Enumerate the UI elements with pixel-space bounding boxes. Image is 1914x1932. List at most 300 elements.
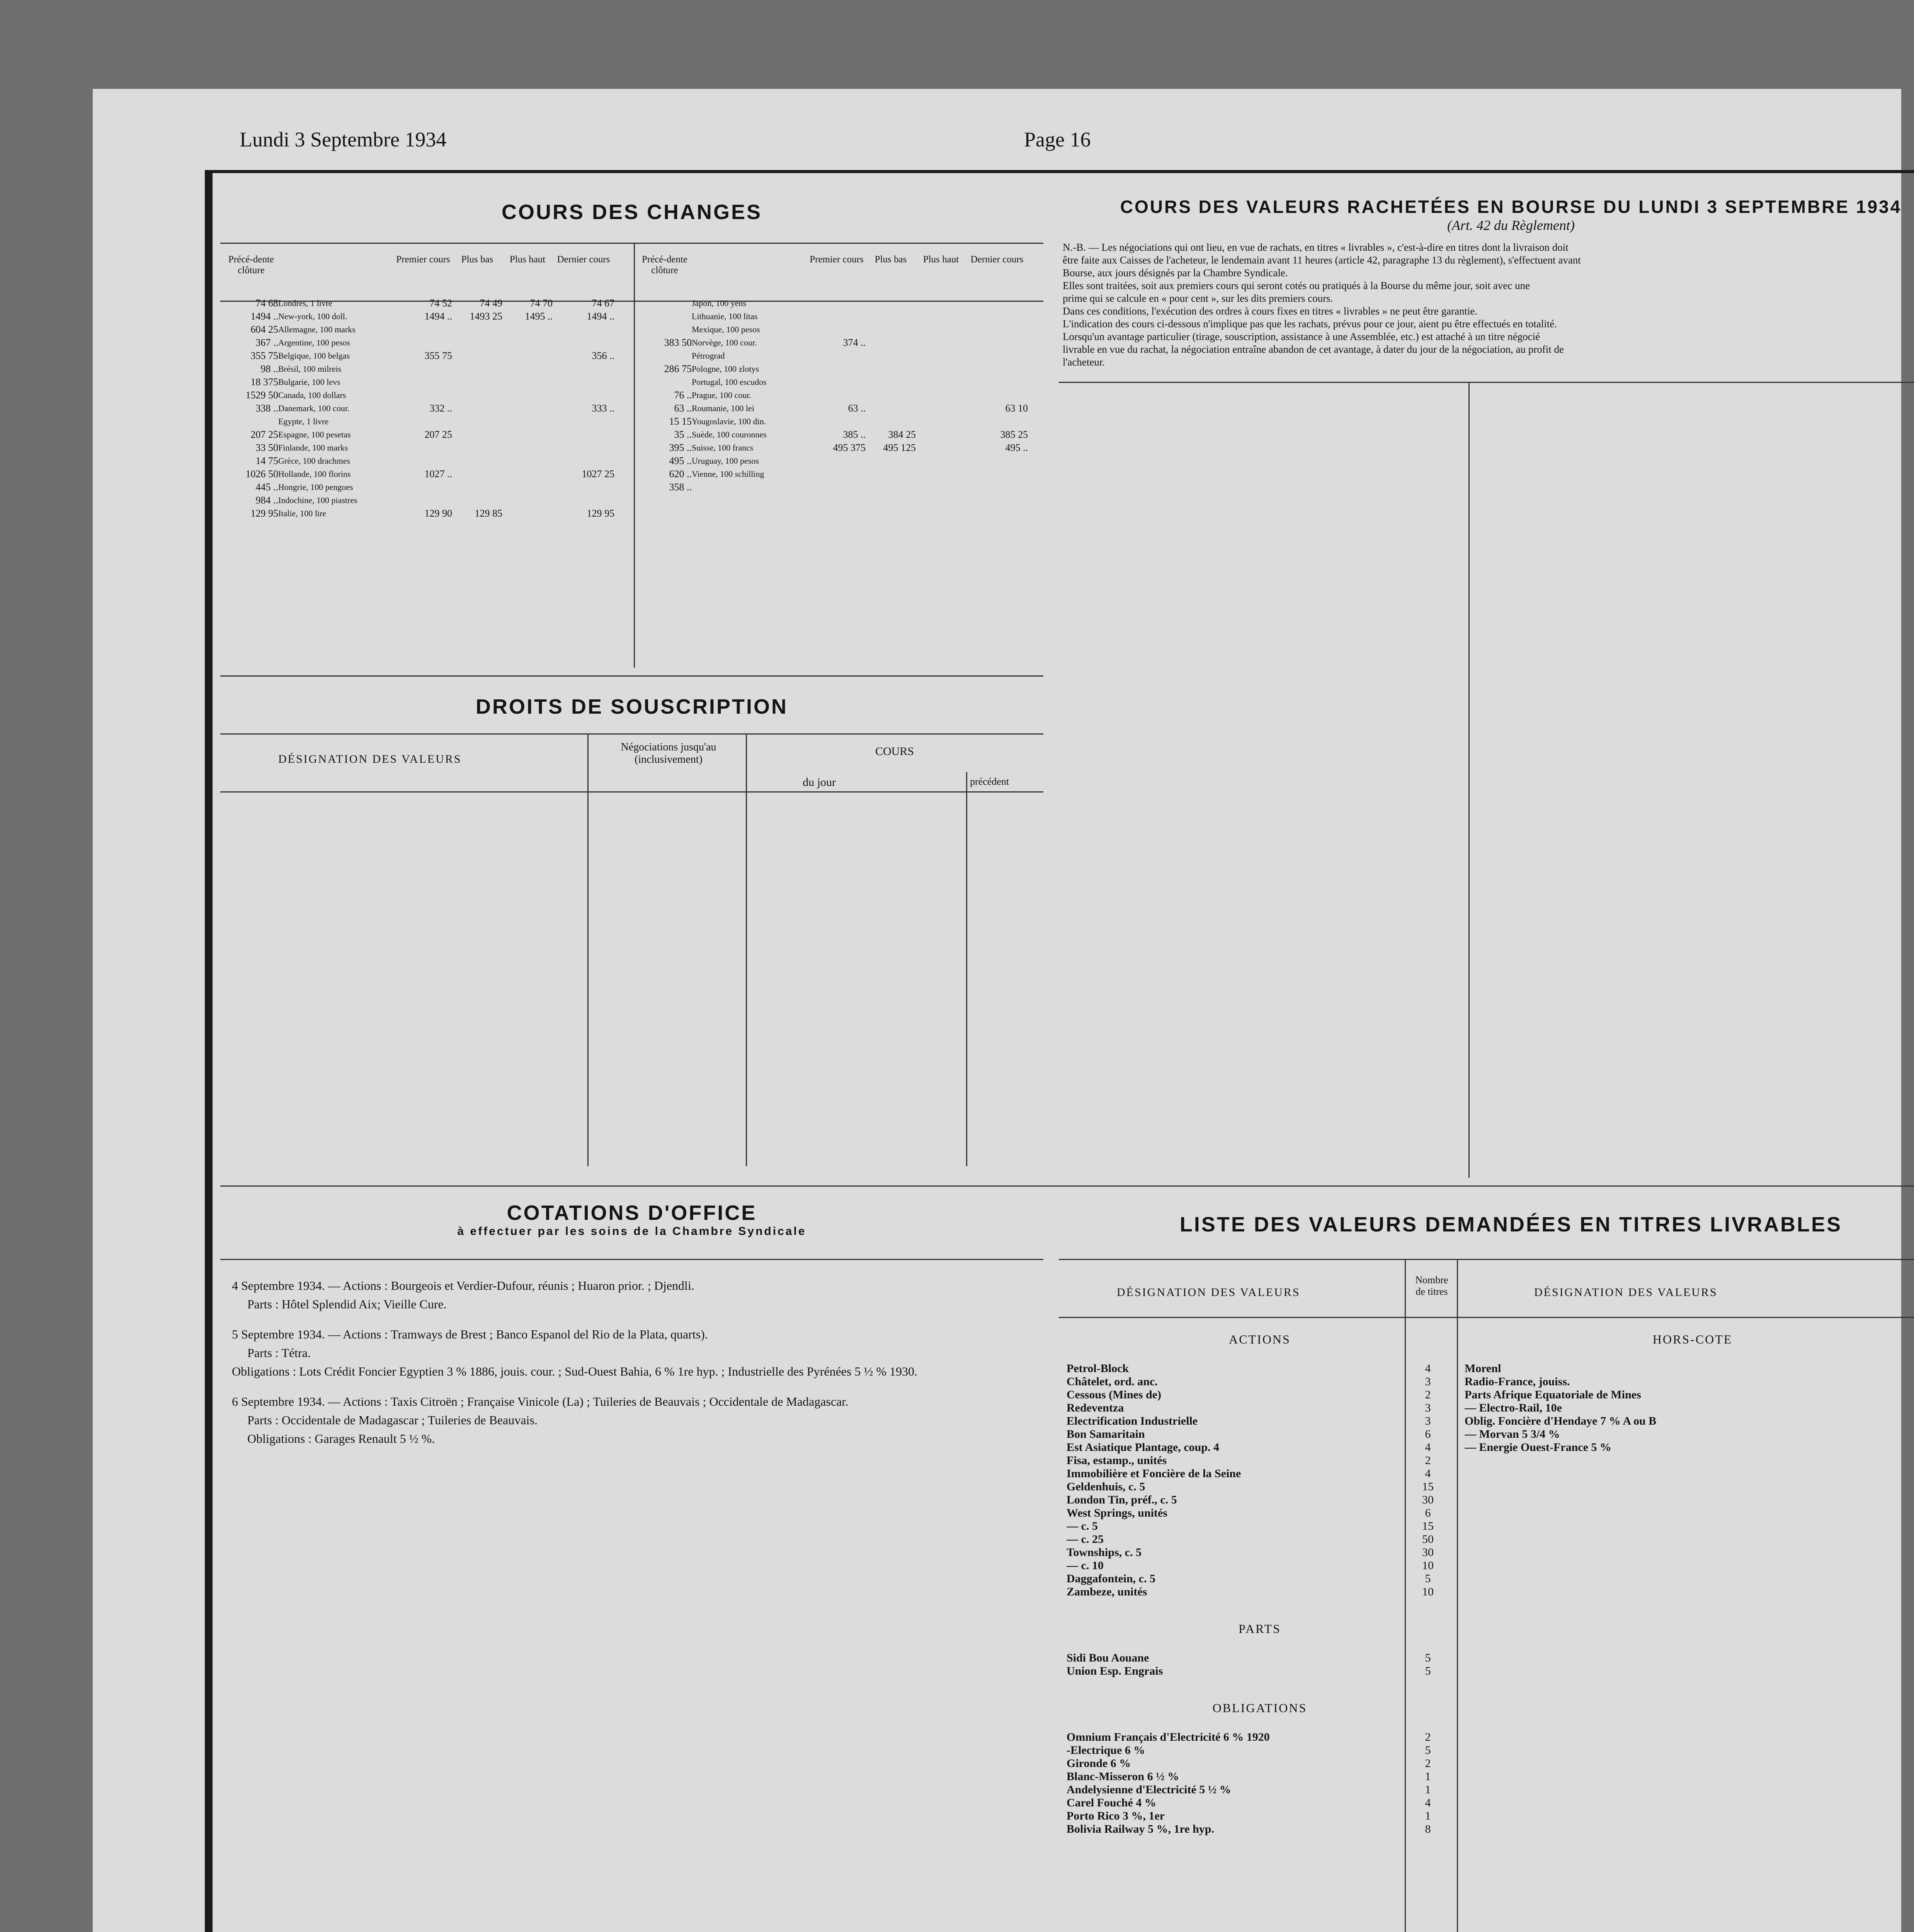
changes-row [224,468,630,481]
changes-cell [966,468,1028,481]
changes-cell [866,310,916,323]
changes-cell: 1494 .. [587,311,614,322]
changes-header-cell [692,254,808,297]
changes-header-cell: Premier cours [810,254,864,265]
changes-cell [553,362,614,376]
changes-row [224,297,630,310]
droits-col-cours: COURS [875,745,914,758]
changes-cell: 1529 50 [245,389,278,401]
changes-cell: Canada, 100 dollars [278,390,346,400]
liste-name: — Electro-Rail, 10e [1465,1401,1562,1414]
changes-row [638,323,1043,336]
changes-cell: Bulgarie, 100 levs [278,377,340,387]
changes-cell: 33 50 [255,442,278,453]
liste-row [1067,1757,1453,1770]
changes-row [224,494,630,507]
changes-cell [916,468,966,481]
changes-cell: 445 .. [255,481,278,493]
liste-name: Carel Fouché 4 % [1067,1796,1156,1809]
changes-cell: 385 .. [843,429,866,440]
liste-count: 1 [1425,1783,1431,1796]
changes-cell: 63 10 [1005,403,1028,414]
liste-row [1067,1480,1453,1493]
changes-cell: Japon, 100 yens [692,298,747,308]
liste-count: 4 [1425,1362,1431,1375]
liste-name: Cessous (Mines de) [1067,1388,1161,1401]
liste-row [1067,1441,1453,1454]
liste-name: Zambeze, unités [1067,1585,1147,1598]
changes-cell [553,428,614,441]
liste-row [1067,1493,1453,1507]
changes-cell: 384 25 [888,429,916,440]
cotations-paragraph: 6 Septembre 1934. — Actions : Taxis Citroën ; Française Vinicole (La) ; Tuileries de Beauvais ; Occidentale de Madagascar. [232,1395,849,1408]
changes-cell: Indochine, 100 piastres [278,495,357,505]
changes-cell: 14 75 [255,455,278,466]
changes-row [638,428,1043,441]
changes-cell: Pétrograd [692,351,725,361]
changes-cell [502,481,553,494]
changes-cell: Londres, 1 livre [278,298,332,308]
liste-title: LISTE DES VALEURS DEMANDÉES EN TITRES LIVRABLES [1179,1213,1843,1236]
changes-cell: 367 .. [255,337,278,348]
changes-cell: 1493 25 [470,311,502,322]
changes-header-cell: Plus bas [874,254,907,265]
changes-cell [866,402,916,415]
changes-cell: 74 52 [429,298,452,309]
changes-cell: 74 67 [592,298,614,309]
changes-cell [502,402,553,415]
changes-cell [394,323,452,336]
changes-cell: 15 15 [669,416,692,427]
changes-cell [808,362,866,376]
changes-cell [808,415,866,428]
changes-table-left [224,254,630,520]
changes-cell [452,349,502,362]
changes-cell [808,389,866,402]
droits-section [220,675,1043,1185]
changes-cell: Allemagne, 100 marks [278,325,356,334]
changes-cell [916,454,966,468]
changes-cell [808,297,866,310]
changes-row [638,454,1043,468]
changes-cell: 1494 .. [424,311,452,322]
changes-cell [502,349,553,362]
changes-cell: 76 .. [674,389,692,401]
liste-count: 4 [1425,1796,1431,1809]
changes-header-cell: Précé-dente clôture [642,254,687,276]
liste-count: 10 [1422,1559,1434,1572]
liste-row [1067,1362,1453,1375]
liste-name: Châtelet, ord. anc. [1067,1375,1158,1388]
liste-name: Petrol-Block [1067,1362,1129,1375]
changes-cell [553,481,614,494]
changes-cell: New-york, 100 doll. [278,311,347,321]
changes-cell: 35 .. [674,429,692,440]
changes-cell [966,415,1028,428]
liste-name: Morenl [1465,1362,1501,1375]
liste-row [1067,1454,1453,1467]
changes-cell [966,454,1028,468]
changes-cell: Hollande, 100 florins [278,469,351,479]
changes-cell: 1026 50 [245,468,278,480]
changes-cell [452,336,502,349]
changes-cell [966,389,1028,402]
changes-cell [553,454,614,468]
changes-cell [638,297,692,310]
liste-name: Union Esp. Engrais [1067,1665,1163,1677]
changes-cell [916,415,966,428]
changes-row [224,507,630,520]
liste-name: — Morvan 5 3/4 % [1465,1428,1560,1440]
liste-row [1067,1572,1453,1585]
changes-cell: 984 .. [255,495,278,506]
changes-row [638,468,1043,481]
liste-row [1067,1533,1453,1546]
changes-header-cell: Premier cours [396,254,450,265]
droits-col-jour: du jour [803,776,836,789]
liste-count: 1 [1425,1810,1431,1822]
newspaper-page [93,89,1901,1932]
changes-cell [452,402,502,415]
changes-cell: Vienne, 100 schilling [692,469,764,479]
changes-cell [394,494,452,507]
changes-cell [394,454,452,468]
changes-cell [966,297,1028,310]
changes-cell: 332 .. [429,403,452,414]
changes-row [224,389,630,402]
liste-name: Porto Rico 3 %, 1er [1067,1810,1165,1822]
changes-section [220,185,1043,675]
changes-cell [916,376,966,389]
rachetees-section [1059,185,1914,1185]
changes-cell [452,428,502,441]
liste-row [1067,1783,1453,1796]
liste-row [1465,1375,1914,1388]
changes-cell: 358 .. [669,481,692,493]
liste-section [1059,1185,1914,1932]
liste-actions-head: ACTIONS [1229,1332,1291,1346]
changes-cell [808,310,866,323]
liste-count: 50 [1422,1533,1434,1546]
changes-cell: Hongrie, 100 pengoes [278,482,353,492]
liste-row [1465,1415,1914,1428]
liste-row [1067,1507,1453,1520]
cotations-paragraph: Obligations : Lots Crédit Foncier Egyptien 3 % 1886, jouis. cour. ; Sud-Ouest Bahia, 6 % 1re hyp. ; Industrielle des Pyrénées 5 ½ % 1930. [232,1364,917,1378]
changes-row [638,349,1043,362]
liste-count: 2 [1425,1454,1431,1467]
liste-count: 5 [1425,1572,1431,1585]
changes-cell [452,415,502,428]
changes-row [638,297,1043,310]
liste-name: Electrification Industrielle [1067,1415,1198,1427]
changes-cell [452,362,502,376]
rachetees-note-line: Elles sont traitées, soit aux premiers cours qui seront cotés ou pratiqués à la Bourse du même jour, soit avec une [1063,280,1530,291]
changes-cell: 355 75 [424,350,452,361]
liste-row [1067,1401,1453,1415]
rachetees-note [1059,233,1914,376]
changes-cell [808,468,866,481]
changes-cell [502,415,553,428]
changes-cell: Italie, 100 lire [278,509,327,518]
changes-cell [966,323,1028,336]
changes-cell [866,468,916,481]
liste-row [1067,1388,1453,1401]
changes-cell [966,310,1028,323]
changes-cell [394,481,452,494]
changes-row [224,362,630,376]
liste-name: Parts Afrique Equatoriale de Mines [1465,1388,1641,1401]
liste-col-designation-2: DÉSIGNATION DES VALEURS [1534,1286,1718,1299]
changes-cell [916,297,966,310]
liste-name: Immobilière et Foncière de la Seine [1067,1467,1241,1480]
changes-cell [553,415,614,428]
changes-row [224,376,630,389]
liste-row [1067,1744,1453,1757]
changes-cell [452,323,502,336]
liste-count: 3 [1425,1401,1431,1414]
liste-row [1067,1770,1453,1783]
changes-cell [916,310,966,323]
changes-cell: Grèce, 100 drachmes [278,456,350,466]
liste-count: 5 [1425,1665,1431,1677]
changes-title: COURS DES CHANGES [501,201,762,224]
changes-cell [808,323,866,336]
liste-row [1465,1428,1914,1441]
liste-count: 2 [1425,1757,1431,1770]
changes-cell: 604 25 [250,324,278,335]
changes-cell [808,454,866,468]
changes-row [224,336,630,349]
liste-name: Daggafontein, c. 5 [1067,1572,1155,1585]
changes-cell [966,376,1028,389]
changes-cell: Egypte, 1 livre [278,417,329,426]
changes-cell [808,376,866,389]
changes-cell [638,376,692,389]
liste-count: 5 [1425,1744,1431,1757]
liste-count: 6 [1425,1507,1431,1519]
changes-cell: 1494 .. [250,311,278,322]
liste-count: 1 [1425,1770,1431,1783]
changes-cell [452,454,502,468]
changes-cell [638,310,692,323]
cotations-paragraph: 4 Septembre 1934. — Actions : Bourgeois et Verdier-Dufour, réunis ; Huaron prior. ; Djendli. [232,1279,694,1293]
changes-cell [866,389,916,402]
changes-cell [866,349,916,362]
changes-cell [638,323,692,336]
changes-cell [916,336,966,349]
changes-cell: 207 25 [424,429,452,440]
rachetees-subtitle: (Art. 42 du Règlement) [1447,218,1575,233]
changes-cell: 98 .. [260,363,278,374]
changes-cell: Prague, 100 cour. [692,390,751,400]
liste-row [1465,1401,1914,1415]
liste-row [1067,1731,1453,1744]
changes-cell [866,336,916,349]
changes-row [224,428,630,441]
liste-row [1067,1546,1453,1559]
cotations-subtitle: à effectuer par les soins de la Chambre Syndicale [457,1225,806,1238]
changes-cell: Roumanie, 100 lei [692,403,754,413]
changes-cell [808,349,866,362]
changes-cell [394,362,452,376]
changes-cell: Danemark, 100 cour. [278,403,350,413]
changes-cell: 63 .. [674,403,692,414]
page-number: Page 16 [1024,128,1091,151]
liste-row [1465,1441,1914,1454]
changes-cell [502,468,553,481]
liste-row [1067,1823,1453,1836]
cotations-title: COTATIONS D'OFFICE [507,1201,757,1225]
changes-cell [866,481,916,494]
changes-cell: 1027 .. [424,468,452,480]
changes-cell: Suisse, 100 francs [692,443,754,452]
liste-name: Blanc-Misseron 6 ½ % [1067,1770,1179,1783]
cotations-text [232,1278,1032,1450]
rachetees-note-line: l'acheteur. [1063,356,1105,368]
changes-row [638,376,1043,389]
changes-row [638,362,1043,376]
changes-cell [866,362,916,376]
liste-name: Townships, c. 5 [1067,1546,1142,1559]
changes-row [224,349,630,362]
changes-cell [502,336,553,349]
changes-cell: Mexique, 100 pesos [692,325,760,334]
liste-count: 2 [1425,1731,1431,1743]
liste-name: — c. 5 [1067,1520,1098,1532]
liste-count: 3 [1425,1375,1431,1388]
changes-row [224,415,630,428]
changes-cell: 286 75 [664,363,692,374]
changes-cell: Espagne, 100 pesetas [278,430,351,439]
liste-right-column [1465,1325,1914,1454]
changes-cell [502,454,553,468]
changes-cell [866,323,916,336]
liste-row [1465,1388,1914,1401]
changes-cell [394,415,452,428]
changes-header-cell: Dernier cours [557,254,610,265]
changes-cell [553,323,614,336]
changes-cell [866,376,916,389]
liste-parts-head: PARTS [1239,1622,1281,1636]
changes-cell: 207 25 [250,429,278,440]
changes-row [224,454,630,468]
liste-row [1465,1362,1914,1375]
changes-cell: 18 375 [250,376,278,388]
droits-col-designation: DÉSIGNATION DES VALEURS [278,753,462,765]
changes-cell [394,336,452,349]
changes-table-right [638,254,1043,494]
changes-cell [502,441,553,454]
changes-cell: 74 68 [255,298,278,309]
changes-row [638,441,1043,454]
changes-cell: 495 375 [833,442,866,453]
changes-header-cell: Plus haut [923,254,959,265]
changes-cell [502,494,553,507]
changes-cell [638,349,692,362]
liste-col-designation: DÉSIGNATION DES VALEURS [1117,1286,1300,1299]
liste-count: 15 [1422,1480,1434,1493]
changes-cell [692,481,808,494]
droits-title: DROITS DE SOUSCRIPTION [475,695,788,718]
changes-cell: 74 70 [530,298,553,309]
liste-count: 3 [1425,1415,1431,1427]
changes-cell [553,494,614,507]
page-date: Lundi 3 Septembre 1934 [240,128,447,151]
changes-cell: Belgique, 100 belgas [278,351,350,361]
liste-count: 2 [1425,1388,1431,1401]
changes-row [638,415,1043,428]
liste-name: Redeventza [1067,1401,1124,1414]
rachetees-note-line: Dans ces conditions, l'exécution des ordres à cours fixes en titres « livrables » ne peut être garantie. [1063,305,1478,317]
changes-cell [866,454,916,468]
changes-cell [502,507,553,520]
rachetees-note-line: L'indication des cours ci-dessous n'implique pas que les rachats, prévus pour ce jour, aient pu être effectués en totalité. [1063,318,1557,330]
liste-row [1067,1585,1453,1599]
liste-count: 8 [1425,1823,1431,1835]
changes-row [224,481,630,494]
liste-row [1067,1428,1453,1441]
changes-header-cell [278,254,394,297]
changes-cell [916,389,966,402]
changes-cell [916,428,966,441]
cotations-paragraph: Obligations : Garages Renault 5 ½ %. [247,1432,435,1446]
changes-cell: 129 85 [475,508,502,519]
liste-horscote-head: HORS-COTE [1652,1332,1733,1346]
droits-col-precedent: précédent [970,776,1009,787]
changes-cell [916,349,966,362]
changes-cell: 129 95 [250,508,278,519]
content-frame [205,170,1914,1932]
changes-cell: Argentine, 100 pesos [278,338,350,347]
changes-cell [394,389,452,402]
liste-left-column [1067,1325,1453,1836]
changes-cell: 129 95 [587,508,614,519]
changes-row [638,402,1043,415]
changes-cell: 495 125 [883,442,916,453]
changes-cell [502,323,553,336]
rachetees-note-line: Bourse, aux jours désignés par la Chambre Syndicale. [1063,267,1288,279]
changes-cell [502,376,553,389]
changes-cell: 383 50 [664,337,692,348]
liste-name: Omnium Français d'Electricité 6 % 1920 [1067,1731,1270,1743]
changes-cell [916,323,966,336]
liste-name: Bolivia Railway 5 %, 1re hyp. [1067,1823,1214,1835]
changes-cell [452,481,502,494]
liste-count: 6 [1425,1428,1431,1440]
changes-header-cell: Plus haut [509,254,546,265]
changes-row [638,310,1043,323]
changes-row [224,441,630,454]
rachetees-note-line: prime qui se calcule en « pour cent », sur les dits premiers cours. [1063,293,1333,304]
liste-name: Gironde 6 % [1067,1757,1131,1770]
liste-row [1067,1651,1453,1665]
liste-count: 4 [1425,1441,1431,1454]
changes-header-cell: Plus bas [461,254,493,265]
liste-row [1067,1415,1453,1428]
rachetees-note-line: Lorsqu'un avantage particulier (tirage, souscription, assistance à une Assemblée, etc.) est attaché à un titre négocié [1063,331,1540,342]
changes-cell: Suède, 100 couronnes [692,430,767,439]
changes-cell: Uruguay, 100 pesos [692,456,759,466]
changes-cell: 356 .. [592,350,614,361]
changes-cell [452,389,502,402]
liste-name: West Springs, unités [1067,1507,1167,1519]
liste-name: Radio-France, jouiss. [1465,1375,1570,1388]
droits-col-negociations: Négociations jusqu'au (inclusivement) [621,741,716,765]
liste-name: London Tin, préf., c. 5 [1067,1493,1177,1506]
liste-count: 30 [1422,1493,1434,1506]
liste-name: Fisa, estamp., unités [1067,1454,1167,1467]
changes-row [638,389,1043,402]
